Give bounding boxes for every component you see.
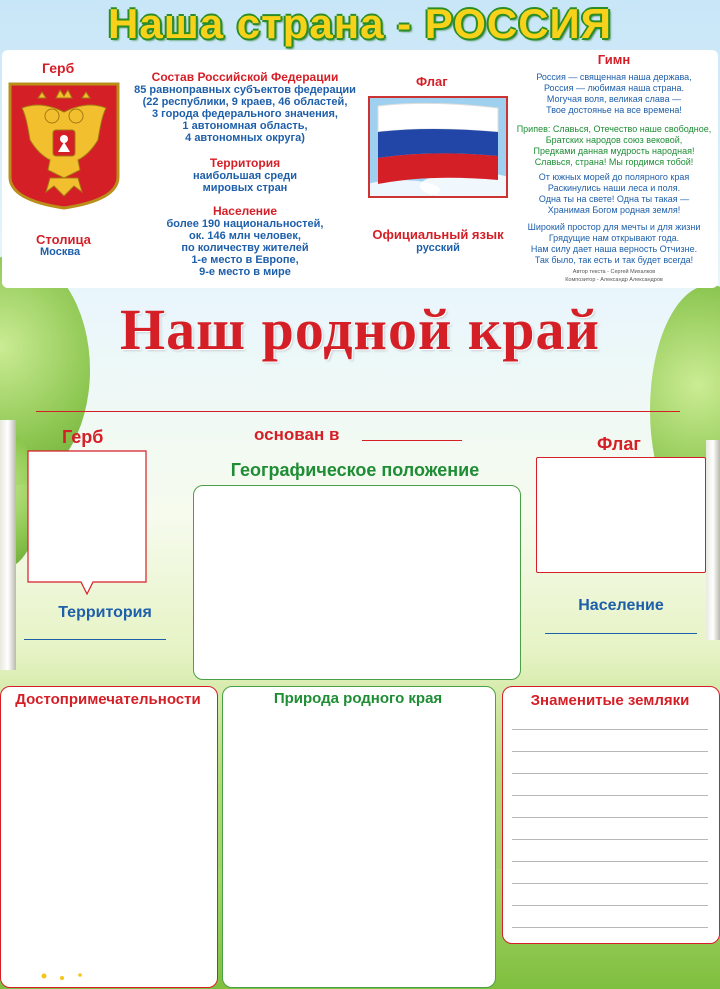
- russia-coat-label: Герб: [42, 60, 75, 76]
- credit-line: Автор текста - Сергей Михалков: [572, 269, 656, 275]
- birch-trunk-right: [706, 440, 720, 640]
- anthem-line: Предками данная мудрость народная!: [533, 146, 695, 156]
- russia-capital-value: Москва: [40, 246, 81, 258]
- region-flag-label: Флаг: [597, 434, 641, 454]
- anthem-line: Припев: Славься, Отечество наше свободное,: [516, 124, 712, 134]
- population-line[interactable]: [545, 633, 697, 634]
- federation-line: 3 города федерального значения,: [152, 108, 338, 120]
- federation-line: 1 автономная область,: [182, 120, 308, 132]
- founded-label: основан в: [254, 425, 340, 444]
- region-flag-frame[interactable]: [536, 457, 706, 573]
- anthem-verse-1: [512, 72, 716, 116]
- region-population-label: Население: [578, 597, 664, 614]
- writing-line[interactable]: [512, 927, 708, 928]
- writing-line[interactable]: [512, 883, 708, 884]
- population-title: Население: [212, 204, 278, 218]
- writing-line[interactable]: [512, 751, 708, 752]
- russia-coat-of-arms-icon: [8, 82, 120, 210]
- anthem-verse-2: [512, 172, 716, 216]
- writing-line[interactable]: [512, 905, 708, 906]
- anthem-line: Нам силу дает наша верность Отчизне.: [530, 244, 698, 254]
- population-text: [130, 218, 360, 278]
- nature-label: Природа родного края: [273, 690, 443, 707]
- population-line: по количеству жителей: [181, 242, 309, 254]
- territory-title: Территория: [209, 156, 281, 170]
- territory-line[interactable]: [24, 639, 166, 640]
- russia-flag-label: Флаг: [416, 74, 448, 89]
- russia-flag-icon: [370, 98, 506, 196]
- federation-line: 4 автономных округа): [185, 132, 305, 144]
- anthem-line: Твое достоянье на все времена!: [546, 105, 682, 115]
- federation-line: (22 республики, 9 краев, 46 областей,: [142, 96, 348, 108]
- population-line: 9-е место в мире: [199, 266, 291, 278]
- anthem-line: Так было, так есть и так будет всегда!: [534, 255, 694, 265]
- sights-box[interactable]: [0, 686, 218, 988]
- birch-trunk-left: [0, 420, 16, 670]
- russia-capital-label: Столица: [36, 232, 91, 247]
- daisy-flowers-icon: [34, 966, 94, 986]
- anthem-credits: [512, 268, 716, 284]
- anthem-line: Грядущие нам открывают года.: [548, 233, 680, 243]
- region-title: Наш родной край: [120, 297, 600, 362]
- anthem-line: Россия — священная наша держава,: [536, 72, 692, 82]
- population-line: 1-е место в Европе,: [191, 254, 299, 266]
- territory-line: мировых стран: [202, 182, 288, 194]
- geo-position-label: Географическое положение: [230, 460, 480, 480]
- anthem-line: Одна ты на свете! Одна ты такая —: [538, 194, 690, 204]
- nature-box[interactable]: [222, 686, 496, 988]
- founded-line[interactable]: [362, 440, 462, 441]
- federation-line: 85 равноправных субъектов федерации: [134, 84, 356, 96]
- anthem-line: От южных морей до полярного края: [538, 172, 690, 182]
- writing-line[interactable]: [512, 773, 708, 774]
- language-label: Официальный язык: [372, 227, 504, 242]
- geo-position-box[interactable]: [193, 485, 521, 680]
- anthem-line: Широкий простор для мечты и для жизни: [527, 222, 701, 232]
- credit-line: Композитор - Александр Александров: [565, 277, 663, 283]
- top-title: Наша страна - РОССИЯ: [108, 0, 612, 47]
- famous-people-label: Знаменитые земляки: [530, 692, 690, 709]
- title-underline: [36, 411, 680, 412]
- population-line: более 190 национальностей,: [166, 218, 324, 230]
- region-coat-frame[interactable]: [27, 450, 147, 595]
- territory-line: наибольшая среди: [193, 170, 297, 182]
- anthem-line: Братских народов союз вековой,: [545, 135, 683, 145]
- sights-label: Достопримечательности: [15, 691, 201, 708]
- language-value: русский: [416, 242, 460, 254]
- region-coat-label: Герб: [62, 427, 104, 447]
- writing-line[interactable]: [512, 729, 708, 730]
- writing-line[interactable]: [512, 795, 708, 796]
- anthem-verse-3: [512, 222, 716, 266]
- anthem-line: Хранимая Богом родная земля!: [547, 205, 681, 215]
- writing-line[interactable]: [512, 817, 708, 818]
- federation-title: Состав Российской Федерации: [151, 70, 339, 84]
- anthem-line: Раскинулись наши леса и поля.: [547, 183, 681, 193]
- anthem-title: Гимн: [597, 52, 631, 67]
- anthem-line: Россия — любимая наша страна.: [543, 83, 685, 93]
- anthem-line: Могучая воля, великая слава —: [546, 94, 682, 104]
- anthem-line: Славься, страна! Мы гордимся тобой!: [534, 157, 694, 167]
- population-line: ок. 146 млн человек,: [189, 230, 301, 242]
- region-territory-label: Территория: [58, 604, 152, 621]
- territory-text: [130, 170, 360, 194]
- federation-text: [128, 84, 362, 144]
- writing-line[interactable]: [512, 839, 708, 840]
- russia-flag-image: [368, 96, 508, 198]
- anthem-chorus: [512, 124, 716, 168]
- writing-line[interactable]: [512, 861, 708, 862]
